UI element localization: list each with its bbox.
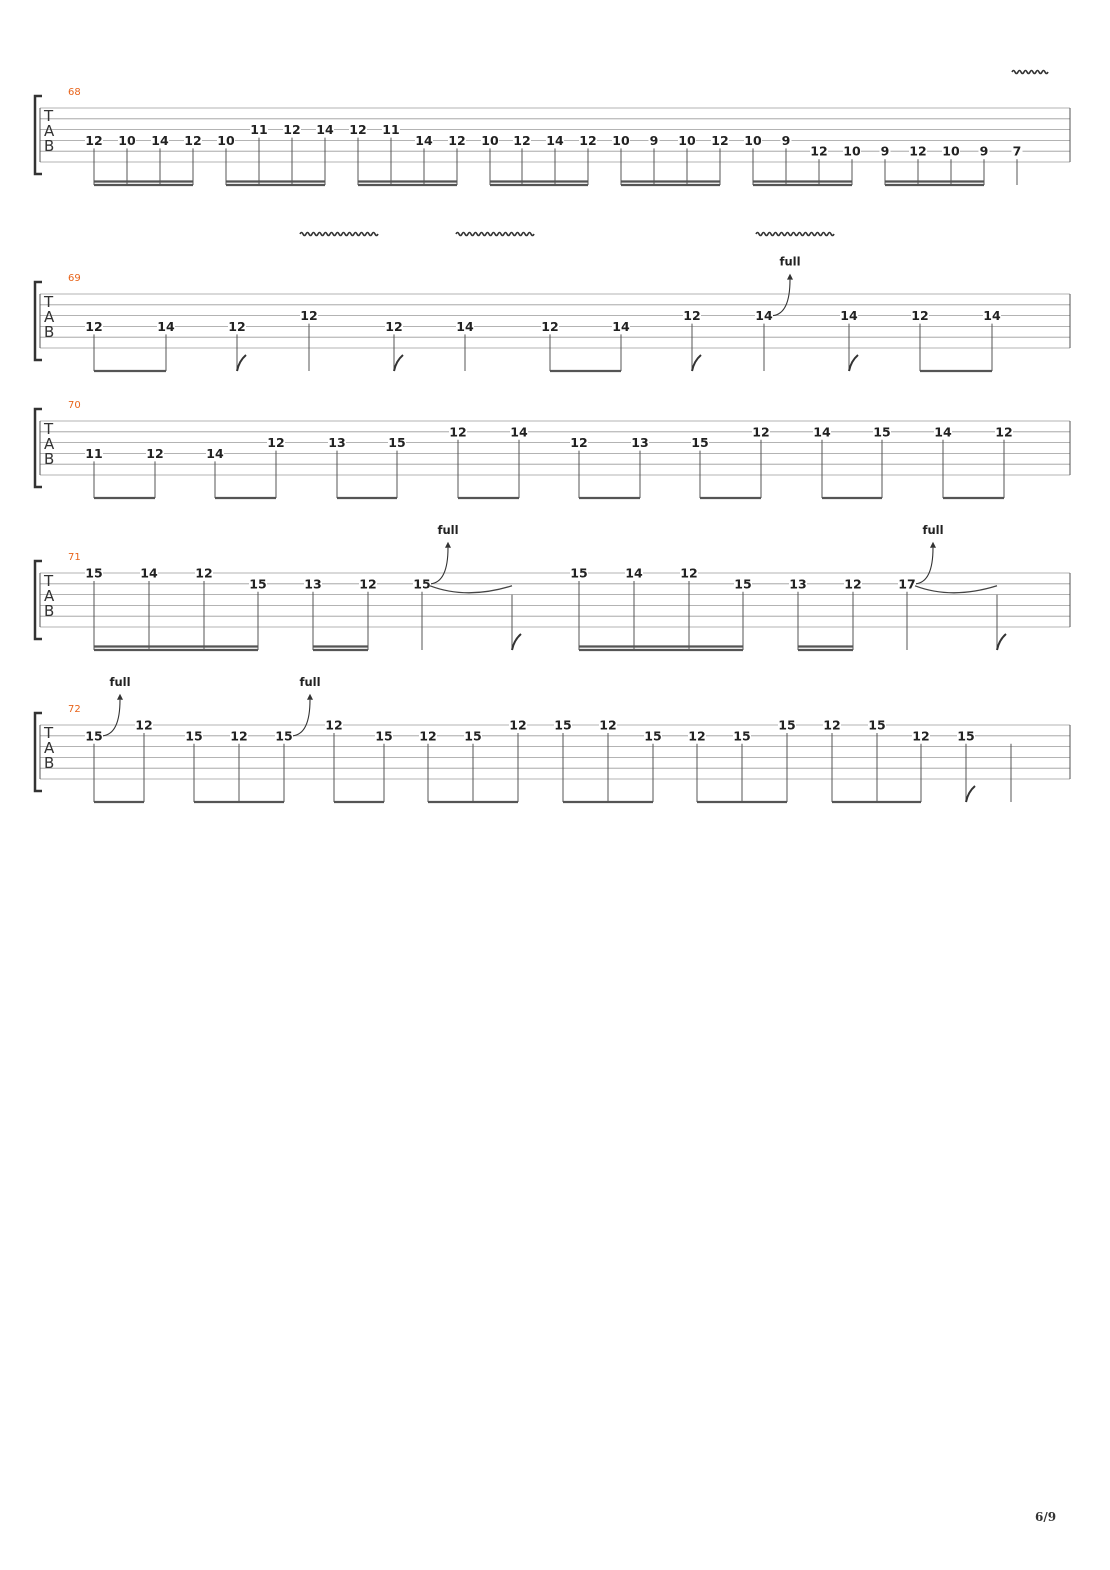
- fret-number: 12: [449, 424, 467, 440]
- bar-number: 71: [68, 552, 81, 563]
- fret-number: 12: [419, 728, 437, 744]
- fret-number: 12: [300, 308, 318, 324]
- note-flag: [692, 355, 701, 371]
- bend-curve: [103, 700, 120, 736]
- note-flag: [966, 786, 975, 802]
- fret-number: 15: [570, 565, 588, 581]
- bend-arrowhead: [117, 694, 123, 700]
- tab-clef-letter: T: [44, 420, 54, 438]
- fret-number: 15: [413, 576, 431, 592]
- fret-number: 12: [359, 576, 377, 592]
- system-3: [35, 400, 1070, 498]
- fret-number: 10: [843, 143, 861, 159]
- fret-number: 11: [85, 445, 103, 461]
- fret-number: 12: [570, 435, 588, 451]
- bend-arrowhead: [930, 542, 936, 548]
- fret-number: 14: [206, 445, 224, 461]
- fret-number: 9: [880, 143, 890, 159]
- page-number: 6/9: [1035, 1510, 1057, 1524]
- tab-clef-letter: T: [44, 724, 54, 742]
- fret-number: 12: [579, 132, 597, 148]
- fret-number: 14: [546, 132, 564, 148]
- bar-number: 70: [68, 400, 81, 411]
- tab-clef-letter: B: [44, 323, 55, 341]
- fret-number: 12: [541, 318, 559, 334]
- fret-number: 15: [249, 576, 267, 592]
- fret-number: 13: [631, 435, 649, 451]
- fret-number: 15: [734, 576, 752, 592]
- note-flag: [512, 634, 521, 650]
- fret-number: 12: [349, 122, 367, 138]
- fret-number: 12: [267, 435, 285, 451]
- fret-number: 15: [554, 717, 572, 733]
- fret-number: 12: [146, 445, 164, 461]
- fret-number: 7: [1012, 143, 1022, 159]
- bend-label: full: [299, 674, 321, 689]
- fret-number: 14: [456, 318, 474, 334]
- fret-number: 12: [228, 318, 246, 334]
- fret-number: 14: [813, 424, 831, 440]
- tab-clef-letter: T: [44, 572, 54, 590]
- fret-number: 17: [898, 576, 916, 592]
- fret-number: 12: [599, 717, 617, 733]
- fret-number: 10: [678, 132, 696, 148]
- tab-clef-letter: B: [44, 754, 55, 772]
- fret-number: 12: [680, 565, 698, 581]
- fret-number: 14: [151, 132, 169, 148]
- bend-curve: [773, 280, 790, 316]
- fret-number: 12: [135, 717, 153, 733]
- bend-curve: [293, 700, 310, 736]
- vibrato-mark: [300, 233, 378, 236]
- fret-number: 10: [942, 143, 960, 159]
- tab-clef-letter: B: [44, 450, 55, 468]
- bend-label: full: [109, 674, 131, 689]
- fret-number: 12: [911, 308, 929, 324]
- fret-number: 12: [810, 143, 828, 159]
- fret-number: 15: [957, 728, 975, 744]
- bar-number: 72: [68, 704, 81, 715]
- note-flag: [849, 355, 858, 371]
- vibrato-mark: [456, 233, 534, 236]
- bend-label: full: [922, 522, 944, 537]
- fret-number: 12: [683, 308, 701, 324]
- fret-number: 12: [909, 143, 927, 159]
- fret-number: 12: [85, 318, 103, 334]
- tie-arc: [915, 586, 997, 593]
- fret-number: 12: [844, 576, 862, 592]
- fret-number: 13: [328, 435, 346, 451]
- tab-clef-letter: B: [44, 602, 55, 620]
- fret-number: 12: [752, 424, 770, 440]
- fret-number: 15: [733, 728, 751, 744]
- fret-number: 12: [195, 565, 213, 581]
- tab-clef-letter: A: [44, 739, 55, 757]
- bend-arrowhead: [787, 274, 793, 280]
- fret-number: 12: [509, 717, 527, 733]
- fret-number: 15: [778, 717, 796, 733]
- fret-number: 10: [481, 132, 499, 148]
- fret-number: 10: [744, 132, 762, 148]
- system-5: [35, 675, 1070, 802]
- fret-number: 15: [868, 717, 886, 733]
- fret-number: 12: [385, 318, 403, 334]
- fret-number: 15: [873, 424, 891, 440]
- fret-number: 15: [464, 728, 482, 744]
- fret-number: 14: [510, 424, 528, 440]
- fret-number: 15: [85, 565, 103, 581]
- tab-clef-letter: A: [44, 435, 55, 453]
- fret-number: 12: [995, 424, 1013, 440]
- fret-number: 12: [325, 717, 343, 733]
- bar-number: 69: [68, 273, 81, 284]
- bend-label: full: [779, 254, 801, 269]
- fret-number: 12: [513, 132, 531, 148]
- fret-number: 11: [250, 122, 268, 138]
- fret-number: 11: [382, 122, 400, 138]
- tab-clef-letter: A: [44, 122, 55, 140]
- fret-number: 15: [388, 435, 406, 451]
- fret-number: 12: [230, 728, 248, 744]
- bend-curve: [431, 548, 448, 584]
- fret-number: 15: [275, 728, 293, 744]
- bend-arrowhead: [307, 694, 313, 700]
- fret-number: 15: [644, 728, 662, 744]
- vibrato-mark: [756, 233, 834, 236]
- tab-clef-letter: T: [44, 293, 54, 311]
- fret-number: 12: [823, 717, 841, 733]
- fret-number: 12: [448, 132, 466, 148]
- fret-number: 13: [304, 576, 322, 592]
- fret-number: 12: [283, 122, 301, 138]
- fret-number: 12: [688, 728, 706, 744]
- bend-arrowhead: [445, 542, 451, 548]
- fret-number: 10: [612, 132, 630, 148]
- fret-number: 15: [85, 728, 103, 744]
- fret-number: 14: [612, 318, 630, 334]
- fret-number: 12: [912, 728, 930, 744]
- fret-number: 14: [415, 132, 433, 148]
- fret-number: 9: [781, 132, 791, 148]
- fret-number: 15: [691, 435, 709, 451]
- fret-number: 15: [185, 728, 203, 744]
- tie-arc: [430, 586, 512, 593]
- fret-number: 14: [983, 308, 1001, 324]
- vibrato-mark: [1012, 71, 1048, 74]
- fret-number: 13: [789, 576, 807, 592]
- note-flag: [394, 355, 403, 371]
- fret-number: 12: [184, 132, 202, 148]
- bar-number: 68: [68, 87, 81, 98]
- bend-curve: [916, 548, 933, 584]
- note-flag: [237, 355, 246, 371]
- fret-number: 12: [711, 132, 729, 148]
- fret-number: 14: [840, 308, 858, 324]
- note-flag: [997, 634, 1006, 650]
- system-1: [35, 71, 1070, 186]
- fret-number: 14: [140, 565, 158, 581]
- tab-clef-letter: T: [44, 107, 54, 125]
- fret-number: 14: [755, 308, 773, 324]
- bend-label: full: [437, 522, 459, 537]
- fret-number: 10: [217, 132, 235, 148]
- fret-number: 12: [85, 132, 103, 148]
- tab-clef-letter: A: [44, 587, 55, 605]
- fret-number: 9: [649, 132, 659, 148]
- system-2: [35, 233, 1070, 372]
- tab-clef-letter: A: [44, 308, 55, 326]
- system-4: [35, 523, 1070, 650]
- fret-number: 14: [316, 122, 334, 138]
- fret-number: 15: [375, 728, 393, 744]
- fret-number: 14: [625, 565, 643, 581]
- fret-number: 9: [979, 143, 989, 159]
- fret-number: 14: [157, 318, 175, 334]
- fret-number: 14: [934, 424, 952, 440]
- tab-clef-letter: B: [44, 137, 55, 155]
- fret-number: 10: [118, 132, 136, 148]
